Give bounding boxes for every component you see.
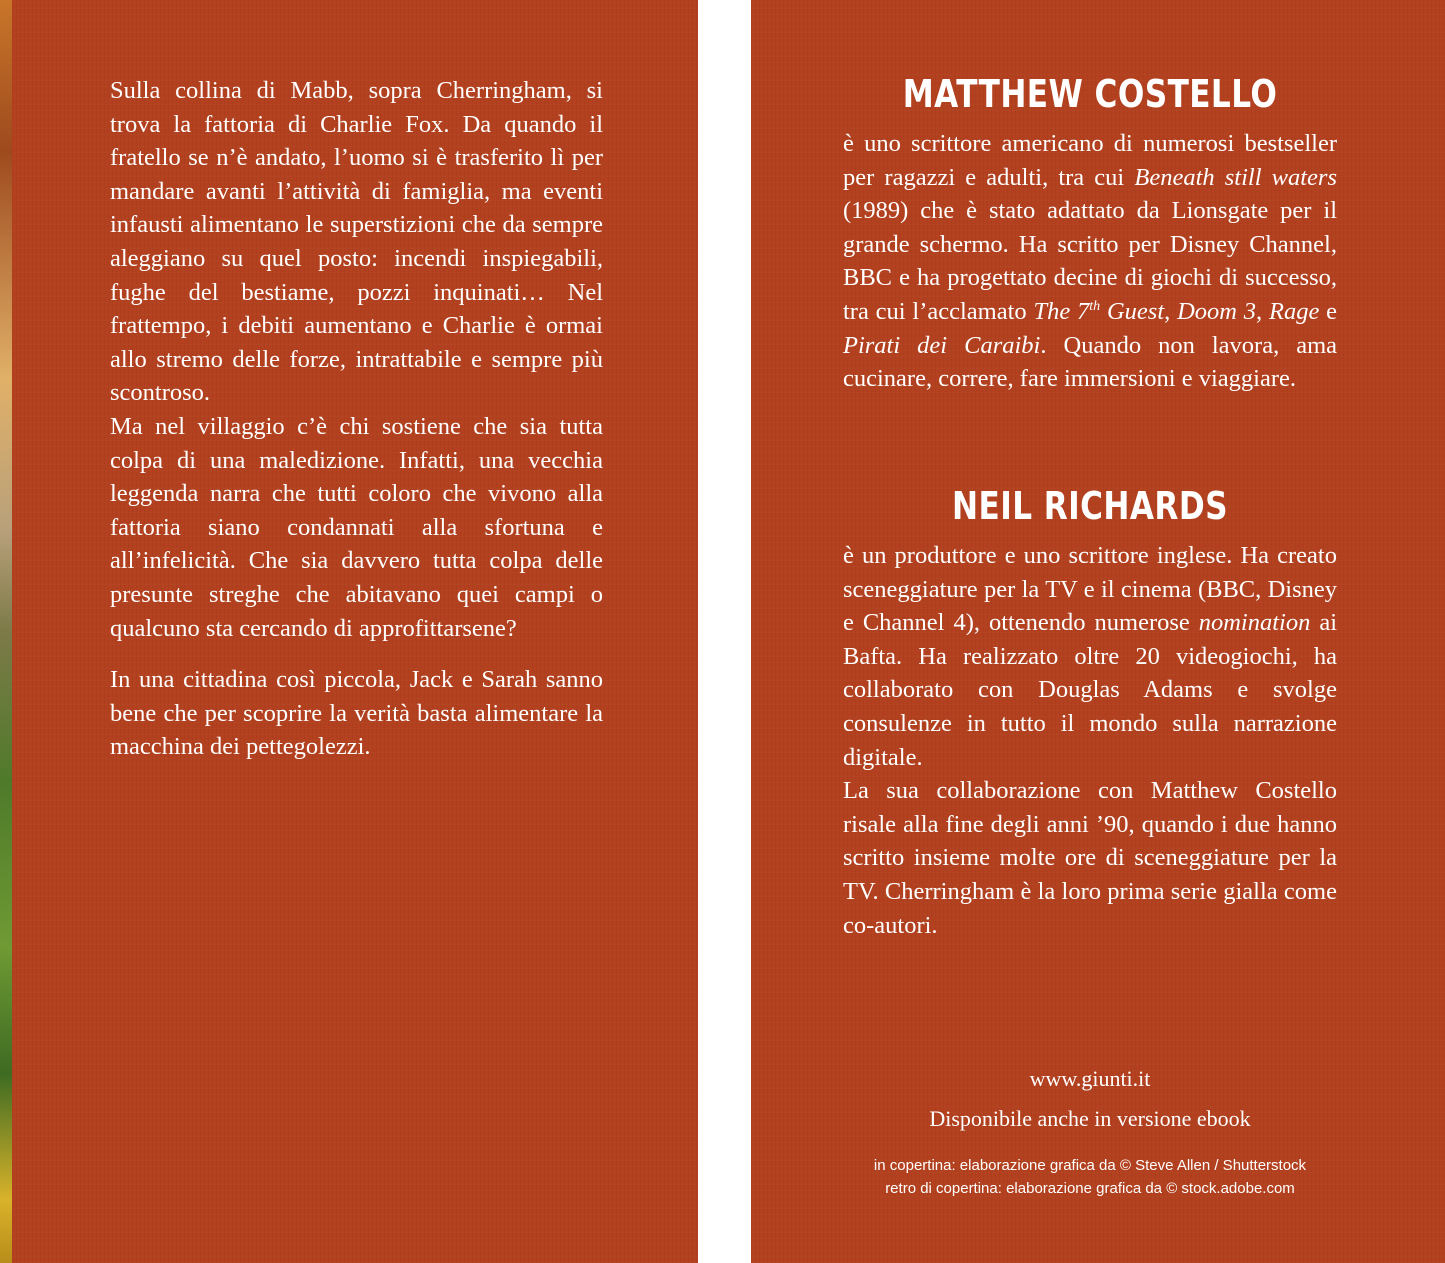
back-cover-credit: retro di copertina: elaborazione grafica da © stock.adobe.com [885, 1180, 1295, 1197]
author-bio-neil-richards: è un produttore e uno scrittore inglese. Ha creato sceneggiature per la TV e il cinema (BBC, Disney e Channel 4), ottenendo numerose nomination ai Bafta. Ha realizzato oltre 20 videogiochi, ha collaborato con Douglas Adams e svolge consulenze in tutto il mondo sulla narrazione digitale. La sua collaborazione con Matthew Costello risale alla fine degli anni ’90, quando i due hanno scritto insieme molte ore di sceneggiature per la TV. Cherringham è la loro prima serie gialla come co-autori. [843, 542, 1338, 939]
author-name-neil-richards: NEIL RICHARDS [952, 484, 1228, 528]
synopsis-paragraph-3: In una cittadina così piccola, Jack e Sarah sanno bene che per scoprire la verità basta alimentare la macchina dei pettegolezzi. [110, 666, 603, 761]
ebook-availability-note: Disponibile anche in versione ebook [929, 1106, 1251, 1131]
cover-credit: in copertina: elaborazione grafica da © Steve Allen / Shutterstock [873, 1157, 1307, 1174]
author-bio-matthew-costello: è uno scrittore americano di numerosi bestseller per ragazzi e adulti, tra cui Beneath still waters (1989) che è stato adattato da Lionsgate per il grande schermo. Ha scritto per Disney Channel, BBC e ha progettato decine di giochi di successo, tra cui l’acclamato The 7th Guest, Doom 3, Rage e Pirati dei Caraibi. Quando non lavora, ama cucinare, correre, fare immersioni e viaggiare. [843, 130, 1338, 393]
author-name-matthew-costello: MATTHEW COSTELLO [902, 72, 1278, 116]
synopsis-paragraph-1: Sulla collina di Mabb, sopra Cherringham, si trova la fattoria di Charlie Fox. Da quando il fratello se n’è andato, l’uomo si è trasferito lì per mandare avanti l’attività di famiglia, ma eventi infausti alimentano le superstizioni che da sempre aleggiano su quel posto: incendi inspiegabili, fughe del bestiame, pozzi inquinati… Nel frattempo, i debiti aumentano e Charlie è ormai allo stremo delle forze, intrattabile e sempre più scontroso. [110, 77, 603, 407]
publisher-website: www.giunti.it [1029, 1066, 1151, 1091]
author-flap-panel [751, 0, 1445, 1263]
synopsis [110, 74, 603, 764]
front-cover-edge [0, 0, 12, 1263]
back-flap-panel [12, 0, 698, 1263]
synopsis-paragraph-2: Ma nel villaggio c’è chi sostiene che sia tutta colpa di una maledizione. Infatti, una vecchia leggenda narra che tutti coloro che vivono alla fattoria siano condannati alla sfortuna e all’infelicità. Che sia davvero tutta colpa delle presunte streghe che abitavano quei campi o qualcuno sta cercando di approfittarsene? [110, 412, 603, 642]
